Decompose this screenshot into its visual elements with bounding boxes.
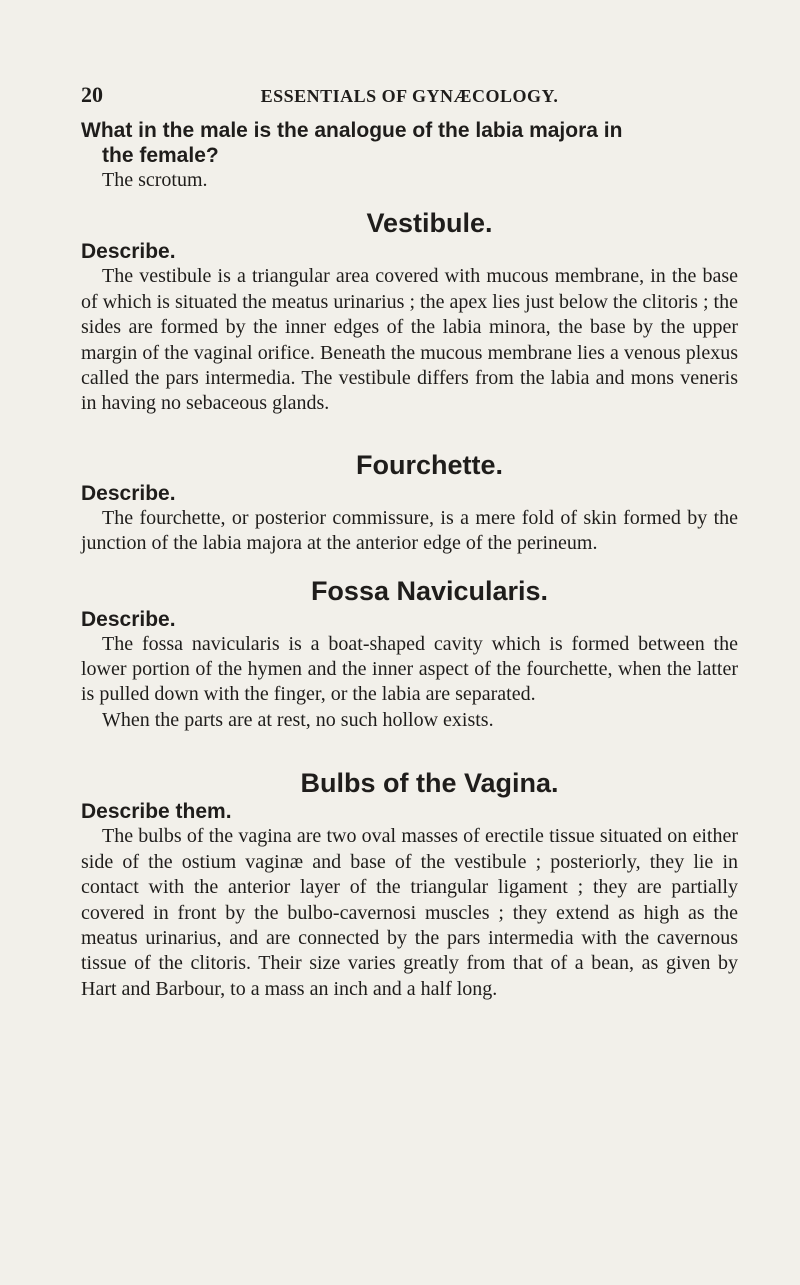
section-heading-fossa-navicularis: Fossa Navicularis. bbox=[310, 575, 549, 606]
describe-prompt-fourchette: Describe. bbox=[81, 481, 176, 505]
intro-question bbox=[81, 118, 738, 168]
intro-question-block bbox=[81, 118, 738, 193]
section-heading-vestibule: Vestibule. bbox=[366, 208, 493, 239]
describe-prompt-vestibule: Describe. bbox=[81, 240, 176, 264]
section-heading-fourchette: Fourchette. bbox=[355, 449, 503, 480]
running-head bbox=[81, 82, 738, 112]
paragraph-fourchette: The fourchette, or posterior commissure, is a mere fold of skin formed by the junction of the labia majora at the anterior edge of the perineum. bbox=[81, 506, 738, 555]
paragraph-fossa-navicularis: The fossa navicularis is a boat-shaped cavity which is formed between the lower portion of the hymen and the inner aspect of the fourchette, when the latter is pulled down with the finger, or the labia are separated. bbox=[81, 632, 738, 706]
running-title: ESSENTIALS OF GYNÆCOLOGY. bbox=[260, 86, 559, 106]
page-number: 20 bbox=[81, 82, 103, 107]
describe-prompt-fossa-navicularis: Describe. bbox=[81, 607, 176, 631]
paragraph-bulbs-of-vagina: The bulbs of the vagina are two oval masses of erectile tissue situated on either side of the ostium vaginæ and base of the vestibule ; posteriorly, they lie in contact with the anterior layer of the triangular ligament ; they are partially covered in front by the bulbo-cavernosi muscles ; they extend as high as the meatus urinarius, and are connected by the pars intermedia with the cavernous tissue of the clitoris. Their size varies greatly from that of a bean, as given by Hart and Barbour, to a mass an inch and a half long. bbox=[81, 825, 738, 1000]
intro-question-line-1: What in the male is the analogue of the labia majora in bbox=[81, 119, 623, 142]
paragraph-vestibule: The vestibule is a triangular area covered with mucous membrane, in the base of which is situated the meatus urinarius ; the apex lies just below the clitoris ; the sides are formed by the inner edges of the labia minora, the base by the upper margin of the vaginal orifice. Beneath the mucous membrane lies a venous plexus called the pars intermedia. The vestibule differs from the labia and mons veneris in having no sebaceous glands. bbox=[81, 265, 738, 415]
intro-answer: The scrotum. bbox=[102, 169, 208, 191]
paragraph-fossa-navicularis-rest: When the parts are at rest, no such hollow exists. bbox=[102, 708, 494, 731]
describe-prompt-bulbs-of-vagina: Describe them. bbox=[81, 800, 232, 824]
intro-question-line-2: the female? bbox=[102, 144, 219, 167]
section-heading-bulbs-of-vagina: Bulbs of the Vagina. bbox=[300, 768, 559, 799]
